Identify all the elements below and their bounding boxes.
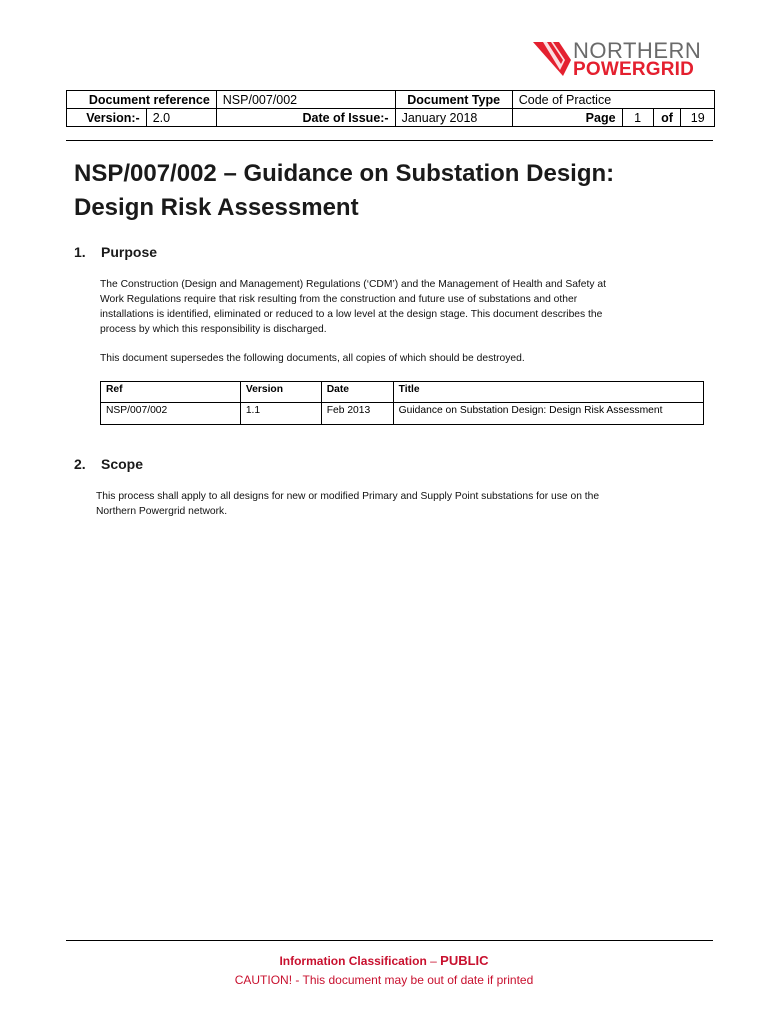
section-title: Purpose [101, 244, 158, 260]
column-header-title: Title [393, 382, 703, 403]
page-total: 19 [681, 109, 715, 127]
issue-date-label: Date of Issue:- [216, 109, 395, 127]
text-line: installations is identified, eliminated or reduced to a low level at the design stage. This document describes the [100, 309, 603, 320]
table-row [101, 403, 704, 425]
section-heading-scope [74, 456, 143, 472]
document-title [74, 157, 724, 225]
logo-wordmark [573, 40, 701, 79]
document-title-line-1: NSP/007/002 – Guidance on Substation Design: [74, 160, 615, 187]
text-line: process by which this responsibility is discharged. [100, 324, 327, 335]
column-header-ref: Ref [101, 382, 241, 403]
document-metadata-table [66, 90, 715, 127]
text-line: The Construction (Design and Management) Regulations (‘CDM’) and the Management of Health and Safety at [100, 279, 606, 290]
northern-powergrid-logo [533, 40, 713, 78]
page-number: 1 [622, 109, 653, 127]
classification-value: PUBLIC [440, 953, 489, 968]
page-label: Page [512, 109, 622, 127]
superseded-documents-table [100, 381, 704, 425]
text-line: This process shall apply to all designs for new or modified Primary and Supply Point substations for use on the [96, 491, 600, 502]
column-header-date: Date [321, 382, 393, 403]
header-divider [66, 140, 713, 141]
scope-paragraph [96, 489, 696, 519]
document-title-line-2: Design Risk Assessment [74, 194, 359, 221]
supersedes-paragraph: This document supersedes the following documents, all copies of which should be destroyed. [100, 353, 525, 364]
logo-line-powergrid: POWERGRID [573, 59, 695, 80]
classification-dash: – [430, 954, 437, 968]
cell-ref: NSP/007/002 [101, 403, 241, 425]
issue-date-value: January 2018 [395, 109, 512, 127]
logo-mark-icon [533, 40, 573, 78]
cell-version: 1.1 [240, 403, 321, 425]
text-line: Work Regulations require that risk resulting from the construction and future use of substations and other [100, 294, 578, 305]
cell-date: Feb 2013 [321, 403, 393, 425]
logo-line-northern: NORTHERN [573, 38, 702, 63]
doc-ref-value: NSP/007/002 [216, 91, 395, 109]
footer-divider [66, 940, 713, 941]
metadata-row-version [67, 109, 715, 127]
text-line: Northern Powergrid network. [96, 506, 228, 517]
section-number: 1. [74, 244, 86, 260]
column-header-version: Version [240, 382, 321, 403]
cell-title: Guidance on Substation Design: Design Risk Assessment [393, 403, 703, 425]
caution-notice: CAUTION! - This document may be out of date if printed [234, 973, 534, 987]
information-classification [0, 953, 768, 968]
page-of-label: of [653, 109, 681, 127]
table-header-row [101, 382, 704, 403]
version-label: Version:- [67, 109, 147, 127]
section-title: Scope [101, 456, 144, 472]
purpose-paragraph [100, 277, 700, 337]
doc-type-label: Document Type [395, 91, 512, 109]
section-heading-purpose [74, 244, 157, 260]
version-value: 2.0 [146, 109, 216, 127]
metadata-row-reference [67, 91, 715, 109]
doc-ref-label: Document reference [67, 91, 217, 109]
classification-label: Information Classification [279, 954, 427, 968]
doc-type-value: Code of Practice [512, 91, 714, 109]
section-number: 2. [74, 456, 86, 472]
